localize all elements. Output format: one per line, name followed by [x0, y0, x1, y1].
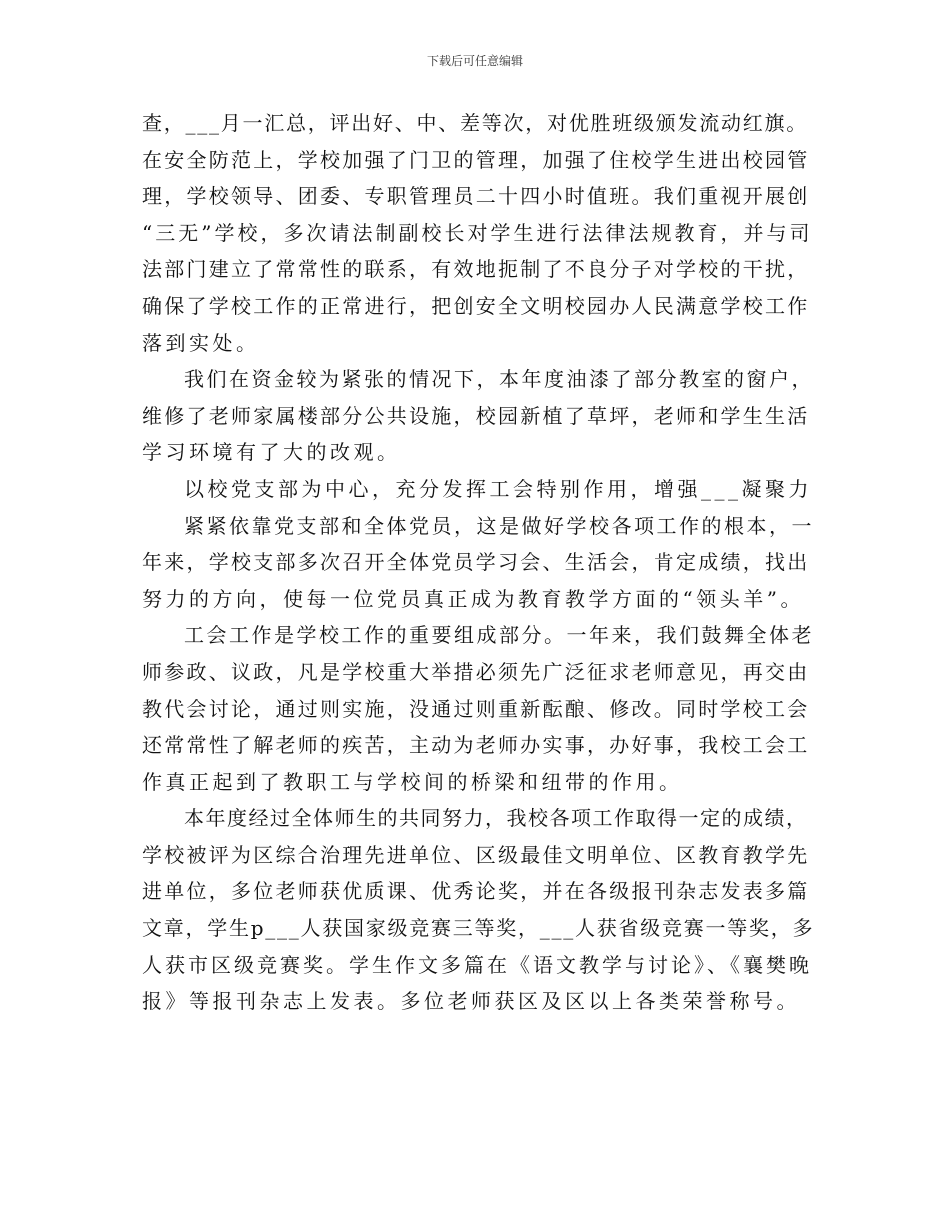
- text-line: 在安全防范上，学校加强了门卫的管理，加强了住校学生进出校园管: [142, 147, 810, 172]
- text-line: 文章，学生p___人获国家级竞赛三等奖，___人获省级竞赛一等奖，多: [142, 916, 815, 941]
- text-line: 作真正起到了教职工与学校间的桥梁和纽带的作用。: [142, 769, 683, 794]
- text-line: 确保了学校工作的正常进行，把创安全文明校园办人民满意学校工作: [142, 293, 810, 318]
- text-line: 努力的方向，使每一位党员真正成为教育教学方面的“领头羊”。: [142, 586, 804, 611]
- text-line: 本年度经过全体师生的共同努力，我校各项工作取得一定的成绩，: [184, 806, 808, 831]
- text-line: 理，学校领导、团委、专职管理员二十四小时值班。我们重视开展创: [142, 184, 810, 209]
- text-line: 人获市区级竞赛奖。学生作文多篇在《语文教学与讨论》、《襄樊晚: [142, 952, 812, 977]
- text-line: 紧紧依靠党支部和全体党员，这是做好学校各项工作的根本，一: [184, 513, 814, 538]
- text-line: 我们在资金较为紧张的情况下，本年度油漆了部分教室的窗户，: [184, 367, 814, 392]
- text-line: 师参政、议政，凡是学校重大举措必须先广泛征求老师意见，再交由: [142, 659, 810, 684]
- text-line: 年来，学校支部多次召开全体党员学习会、生活会，肯定成绩，找出: [142, 550, 810, 575]
- text-line: 工会工作是学校工作的重要组成部分。一年来，我们鼓舞全体老: [184, 623, 814, 648]
- text-line: “三无”学校，多次请法制副校长对学生进行法律法规教育，并与司: [142, 220, 813, 245]
- text-line: 学校被评为区综合治理先进单位、区级最佳文明单位、区教育教学先: [142, 842, 810, 867]
- body-text: [142, 105, 814, 1020]
- text-line: 教代会讨论，通过则实施，没通过则重新酝酿、修改。同时学校工会: [142, 696, 810, 721]
- text-line: 报》等报刊杂志上发表。多位老师获区及区以上各类荣誉称号。: [142, 989, 800, 1014]
- page-header: 下载后可任意编辑: [426, 54, 523, 68]
- text-line: 查，___月一汇总，评出好、中、差等次，对优胜班级颁发流动红旗。: [142, 111, 808, 135]
- text-line: 落到实处。: [142, 330, 260, 355]
- text-line: 进单位，多位老师获优质课、优秀论奖，并在各级报刊杂志发表多篇: [142, 879, 810, 904]
- text-line: 法部门建立了常常性的联系，有效地扼制了不良分子对学校的干扰，: [142, 257, 810, 282]
- text-line: 维修了老师家属楼部分公共设施，校园新植了草坪，老师和学生生活: [142, 403, 810, 428]
- text-line: 还常常性了解老师的疾苦，主动为老师办实事，办好事，我校工会工: [142, 733, 810, 758]
- text-line: 以校党支部为中心，充分发挥工会特别作用，增强___凝聚力: [184, 476, 812, 501]
- text-line: 学习环境有了大的改观。: [142, 440, 401, 465]
